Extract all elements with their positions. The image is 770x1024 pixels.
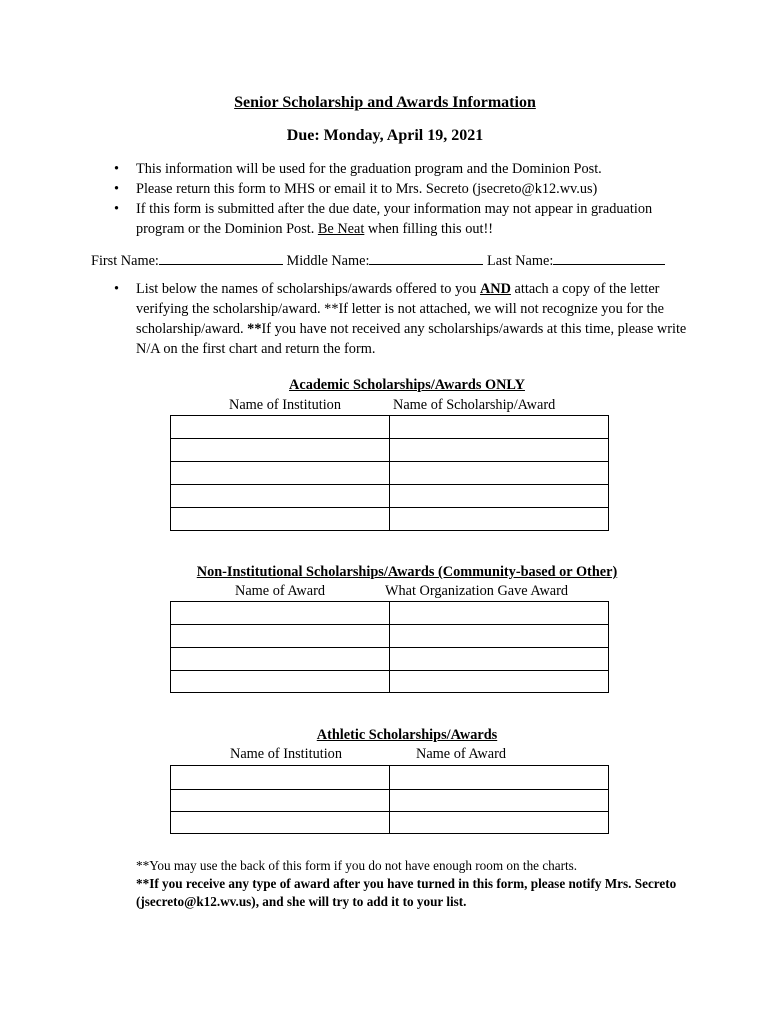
table-cell[interactable] [390,485,609,508]
name-fields [91,250,665,270]
table-cell[interactable] [171,812,390,834]
footer-note-bold: **If you receive any type of award after you have turned in this form, please notify Mrs. Secreto (jsecreto@k12.wv.us), and she will try to add it to your list. [136,876,677,909]
table-cell[interactable] [171,602,390,625]
middle-name-field[interactable] [369,250,483,265]
table-row [171,625,609,648]
middle-name-label: Middle Name: [286,253,370,269]
table-cell[interactable] [390,812,609,834]
last-name-label: Last Name: [487,253,554,269]
instruction-text: attach a copy of the letter verifying the scholarship/award. **If letter is not attached, we will not recognize you for the scholarship/award. [136,281,665,337]
instruction-item [114,199,674,239]
table-row [171,416,609,439]
table-cell[interactable] [390,766,609,790]
athletic-col1-header: Name of Institution [230,746,342,762]
athletic-table [170,765,609,834]
table-row [171,766,609,790]
athletic-section-title: Athletic Scholarships/Awards [316,727,498,743]
table-row [171,485,609,508]
table-row [171,812,609,834]
bullet-icon: • [114,281,120,297]
table-row [171,508,609,531]
table-row [171,671,609,693]
first-name-field[interactable] [159,250,283,265]
be-neat-emphasis: Be Neat [317,221,365,237]
footer-note: **You may use the back of this form if you do not have enough room on the charts. [136,858,578,873]
table-cell[interactable] [171,508,390,531]
stars-emphasis: ** [247,321,262,337]
table-cell[interactable] [171,766,390,790]
non-institutional-col2-header: What Organization Gave Award [385,583,569,599]
non-institutional-col1-header: Name of Award [235,583,325,599]
table-cell[interactable] [171,625,390,648]
non-institutional-section-title: Non-Institutional Scholarships/Awards (Community-based or Other) [196,564,618,580]
table-row [171,790,609,812]
instruction-text: Please return this form to MHS or email it to Mrs. Secreto (jsecreto@k12.wv.us) [136,181,598,197]
table-cell[interactable] [171,790,390,812]
non-institutional-table [170,601,609,693]
table-row [171,602,609,625]
table-cell[interactable] [171,648,390,671]
bullet-icon: • [114,161,120,177]
table-row [171,439,609,462]
athletic-col2-header: Name of Award [416,746,506,762]
and-emphasis: AND [479,281,511,297]
instruction-text: This information will be used for the graduation program and the Dominion Post. [136,161,602,177]
bullet-icon: • [114,181,120,197]
table-cell[interactable] [390,790,609,812]
last-name-field[interactable] [553,250,665,265]
table-cell[interactable] [390,625,609,648]
table-row [171,462,609,485]
bullet-icon: • [114,201,120,217]
table-row [171,648,609,671]
table-cell[interactable] [390,671,609,693]
table-cell[interactable] [171,416,390,439]
academic-col1-header: Name of Institution [229,397,341,413]
table-cell[interactable] [390,439,609,462]
table-cell[interactable] [171,485,390,508]
attach-instructions [114,279,694,359]
form-title: Senior Scholarship and Awards Information [234,94,536,111]
academic-section-title: Academic Scholarships/Awards ONLY [289,377,525,393]
instruction-text: If you have not received any scholarships/awards at this time, please write N/A on the first chart and return the form. [136,321,687,357]
table-cell[interactable] [390,508,609,531]
instruction-item [114,279,694,359]
instruction-text: If this form is submitted after the due date, your information may not appear in graduation program or the Dominion Post. [136,201,653,237]
table-cell[interactable] [390,602,609,625]
instruction-item [114,159,674,179]
first-name-label: First Name: [91,253,159,269]
table-cell[interactable] [390,648,609,671]
instruction-text-end: when filling this out!! [364,221,493,237]
table-cell[interactable] [171,462,390,485]
footer-notes [136,857,696,911]
due-date: Due: Monday, April 19, 2021 [286,127,484,144]
table-cell[interactable] [390,462,609,485]
table-cell[interactable] [390,416,609,439]
academic-table [170,415,609,531]
instruction-text: List below the names of scholarships/awards offered to you [136,281,480,297]
academic-col2-header: Name of Scholarship/Award [393,397,556,413]
instruction-item [114,179,674,199]
table-cell[interactable] [171,671,390,693]
instructions-list [114,159,674,239]
table-cell[interactable] [171,439,390,462]
